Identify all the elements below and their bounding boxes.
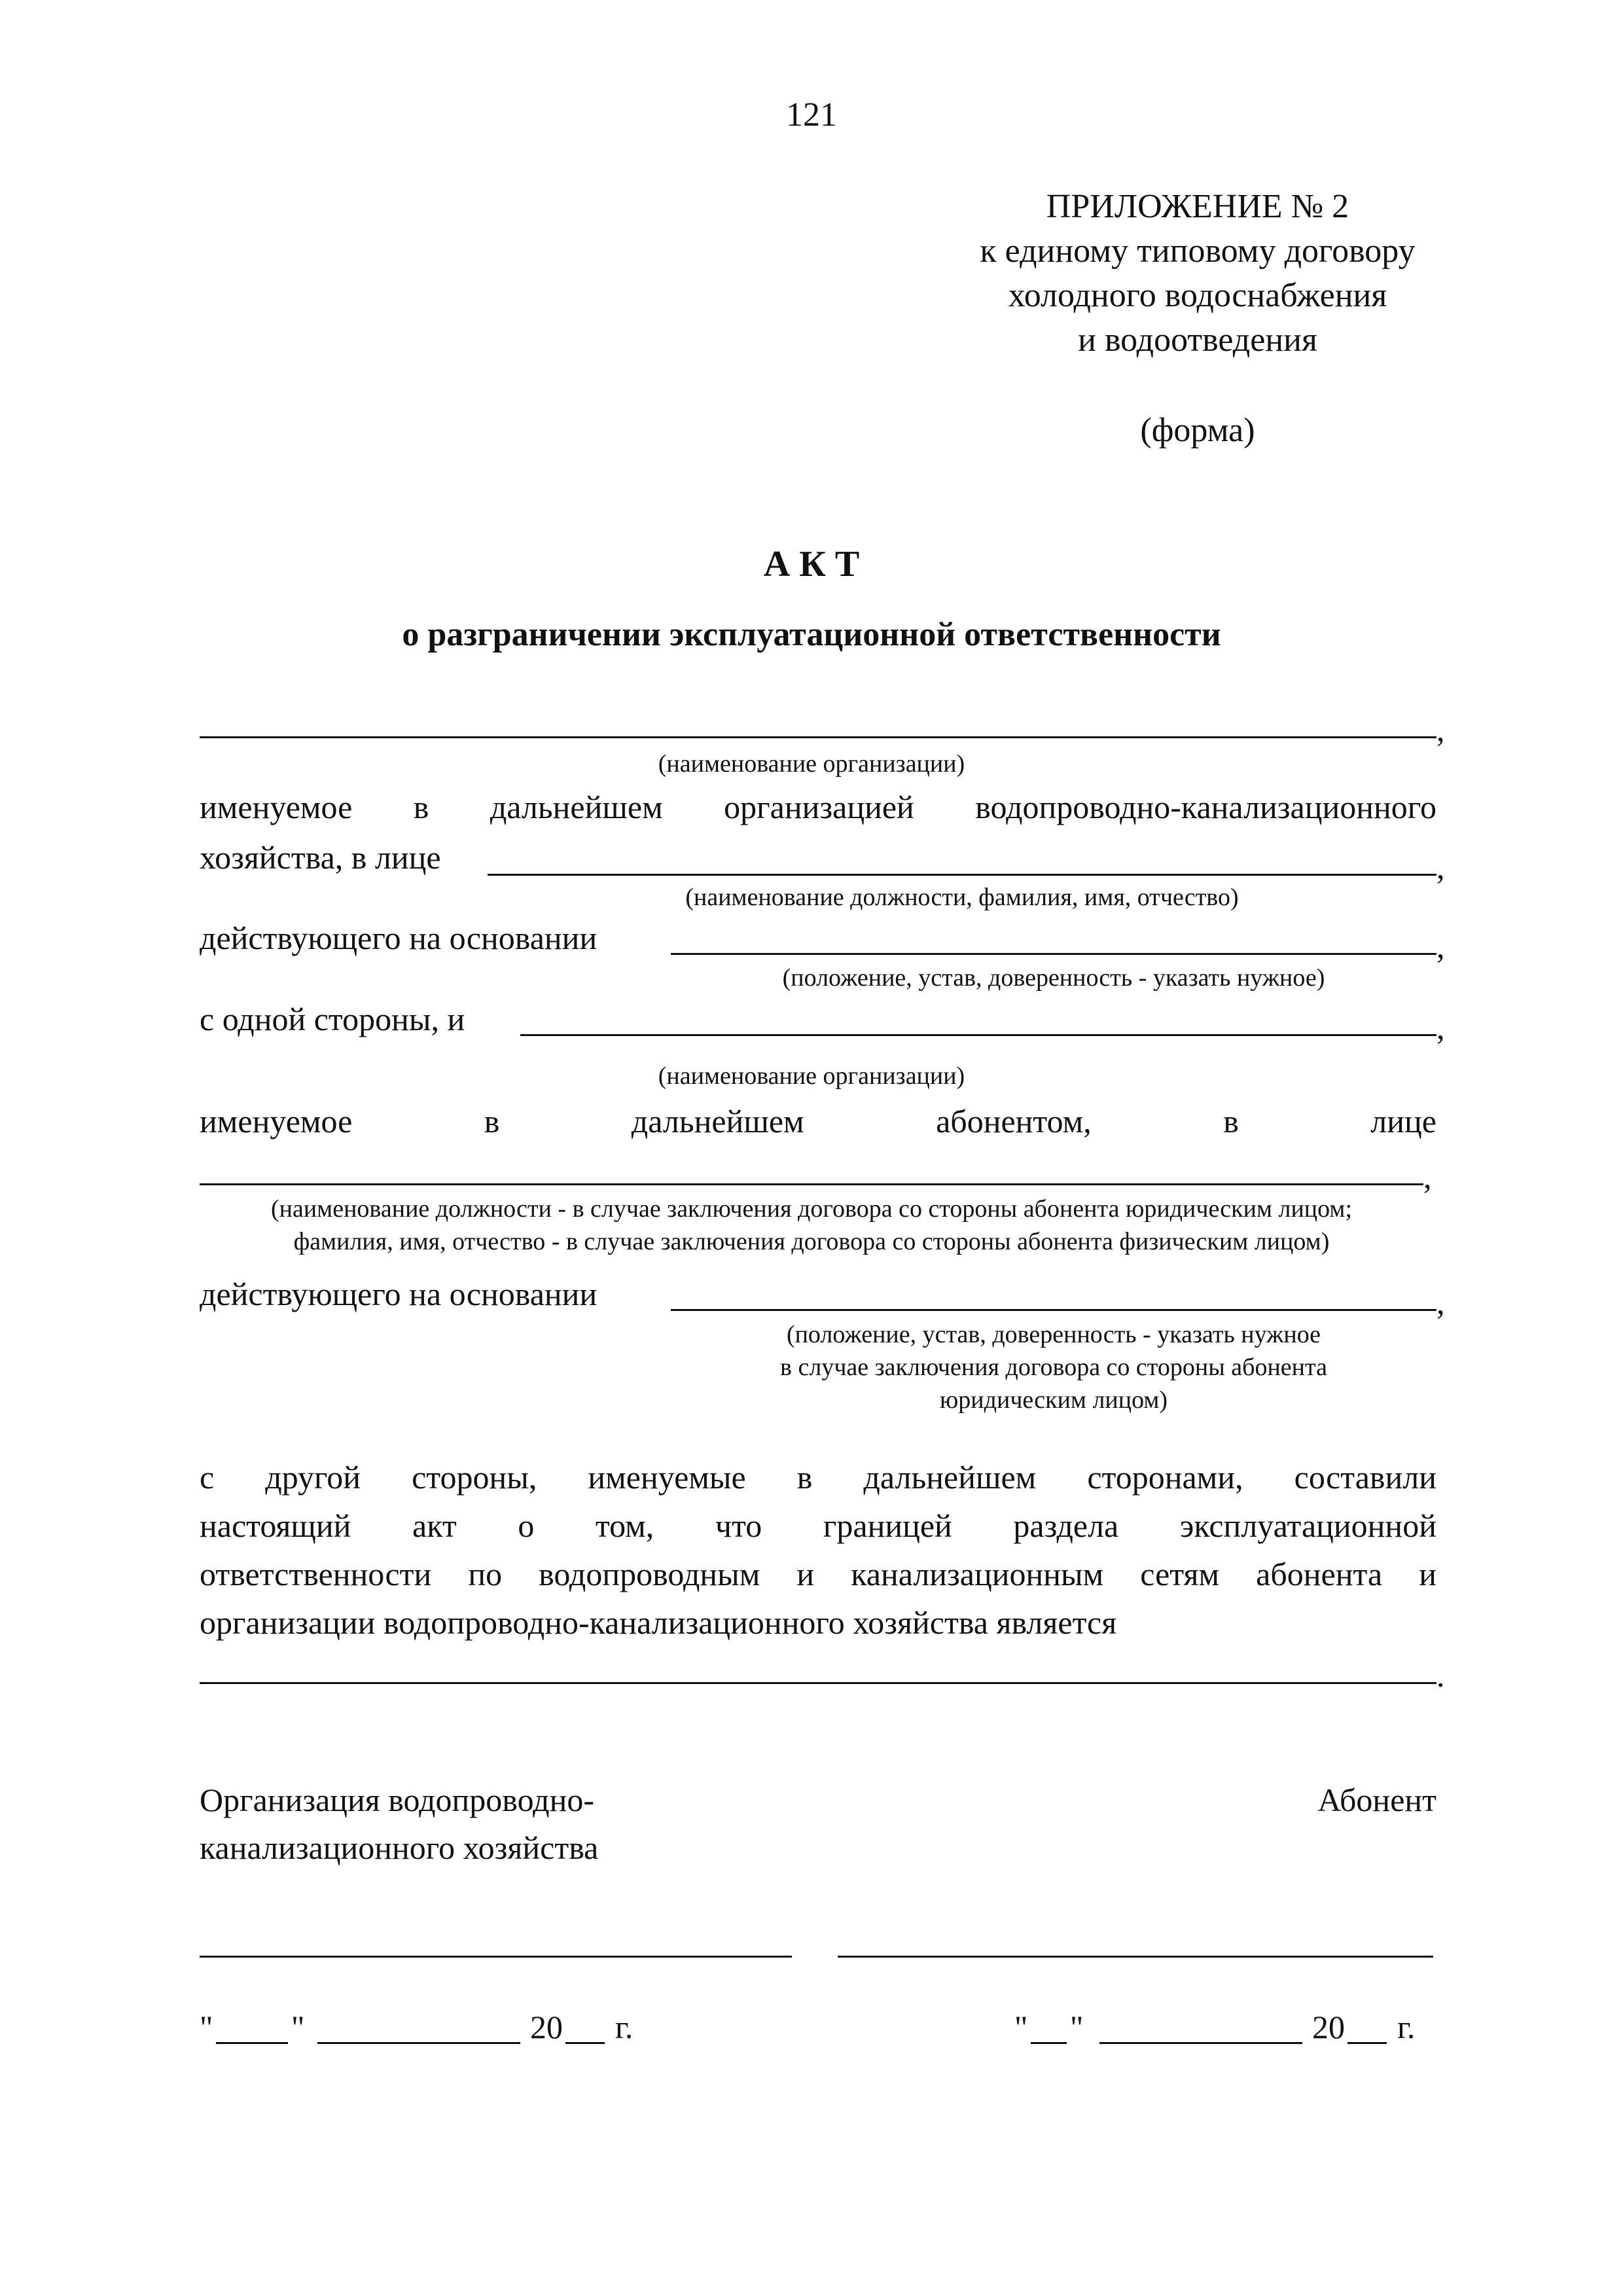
act-title: А К Т <box>763 544 860 584</box>
period: . <box>1436 1657 1445 1694</box>
sig-left-month-line[interactable] <box>317 2042 520 2044</box>
one-side-text: с одной стороны, и <box>200 1001 465 1037</box>
named-org-text: именуемое в дальнейшем организацией водопроводно-канализационного <box>200 789 1436 825</box>
word: границей <box>823 1507 952 1544</box>
org-name-line[interactable] <box>200 736 1436 738</box>
word: и <box>796 1556 815 1592</box>
paragraph-line-2 <box>200 1509 1436 1542</box>
position-hint: (наименование должности, фамилия, имя, отчество) <box>685 884 1239 911</box>
word: канализационным <box>851 1556 1104 1592</box>
comma: , <box>1423 1158 1432 1195</box>
word: акт <box>412 1507 457 1544</box>
paragraph-line-1 <box>200 1461 1436 1494</box>
subscriber-hint-2: фамилия, имя, отчество - в случае заключения договора со стороны абонента физическим лицом) <box>293 1228 1330 1255</box>
sig-right-month-line[interactable] <box>1099 2042 1302 2044</box>
form-label: (форма) <box>1140 412 1255 449</box>
sig-right-year-line[interactable] <box>1347 2042 1387 2044</box>
basis2-line[interactable] <box>671 1309 1436 1311</box>
word: том, <box>595 1507 654 1544</box>
word: абонента <box>1256 1556 1383 1592</box>
appendix-line-2: холодного водоснабжения <box>1008 277 1387 314</box>
quote-open: " <box>200 2009 213 2045</box>
basis-hint: (положение, устав, доверенность - указать нужное) <box>782 964 1325 992</box>
year-prefix: 20 <box>530 2009 563 2045</box>
quote-close: " <box>1070 2009 1084 2045</box>
appendix-line-3: и водоотведения <box>1078 321 1317 359</box>
sig-left-line-2: канализационного хозяйства <box>200 1829 599 1866</box>
word: о <box>518 1507 535 1544</box>
year-suffix: г. <box>1397 2009 1416 2045</box>
appendix-title: ПРИЛОЖЕНИЕ № 2 <box>1046 188 1349 225</box>
word: лице <box>1370 1103 1436 1139</box>
word: с <box>200 1459 215 1496</box>
word: абонентом, <box>936 1103 1092 1139</box>
word: в <box>796 1459 813 1496</box>
year-prefix: 20 <box>1312 2009 1345 2045</box>
appendix-line-1: к единому типовому договору <box>980 232 1416 270</box>
quote-open: " <box>1014 2009 1028 2045</box>
comma: , <box>1436 1009 1445 1046</box>
comma: , <box>1436 711 1445 748</box>
sig-right-signature-line[interactable] <box>838 1956 1433 1958</box>
comma: , <box>1436 928 1445 965</box>
word: именуемые <box>588 1459 746 1496</box>
basis-line[interactable] <box>671 953 1436 955</box>
org2-name-hint: (наименование организации) <box>658 1062 965 1090</box>
word: сетям <box>1140 1556 1220 1592</box>
acting-text: действующего на основании <box>200 920 597 956</box>
acting-text-2: действующего на основании <box>200 1276 597 1312</box>
quote-close: " <box>291 2009 305 2045</box>
org-name-hint: (наименование организации) <box>658 750 965 778</box>
word: в <box>1223 1103 1239 1139</box>
subscriber-row <box>200 1105 1436 1138</box>
page-number: 121 <box>786 96 837 134</box>
sig-right-day-line[interactable] <box>1031 2042 1067 2044</box>
comma: , <box>1436 1284 1445 1321</box>
word: в <box>484 1103 500 1139</box>
word: составили <box>1294 1459 1436 1496</box>
sig-left-line-1: Организация водопроводно- <box>200 1782 594 1818</box>
word: раздела <box>1013 1507 1119 1544</box>
sig-left-signature-line[interactable] <box>200 1956 792 1958</box>
word: эксплуатационной <box>1179 1507 1436 1544</box>
word: стороны, <box>412 1459 537 1496</box>
word: что <box>715 1507 762 1544</box>
word: дальнейшем <box>631 1103 804 1139</box>
basis2-hint-2: в случае заключения договора со стороны абонента <box>780 1354 1327 1381</box>
year-suffix: г. <box>615 2009 633 2045</box>
comma: , <box>1436 849 1445 886</box>
sig-left-year-line[interactable] <box>565 2042 605 2044</box>
word: настоящий <box>200 1507 351 1544</box>
word: по <box>468 1556 503 1592</box>
position-line[interactable] <box>488 874 1436 876</box>
sig-right-label: Абонент <box>1317 1782 1436 1818</box>
subscriber-hint-1: (наименование должности - в случае заключения договора со стороны абонента юридическим лицом; <box>270 1195 1353 1223</box>
boundary-line[interactable] <box>200 1682 1436 1684</box>
word: ответственности <box>200 1556 432 1592</box>
org2-name-line[interactable] <box>520 1034 1436 1036</box>
basis2-hint-3: юридическим лицом) <box>939 1386 1168 1414</box>
subscriber-person-line[interactable] <box>200 1183 1423 1185</box>
in-person-text: хозяйства, в лице <box>200 839 441 876</box>
word: водопроводным <box>539 1556 760 1592</box>
sig-left-day-line[interactable] <box>216 2042 288 2044</box>
paragraph-line-4: организации водопроводно-канализационного хозяйства является <box>200 1604 1117 1641</box>
word: и <box>1419 1556 1436 1592</box>
word: другой <box>265 1459 361 1496</box>
basis2-hint-1: (положение, устав, доверенность - указать нужное <box>786 1321 1321 1348</box>
word: сторонами, <box>1087 1459 1243 1496</box>
word: дальнейшем <box>863 1459 1037 1496</box>
act-subtitle: о разграничении эксплуатационной ответственности <box>402 616 1221 653</box>
paragraph-line-3 <box>200 1558 1436 1590</box>
word: именуемое <box>200 1103 353 1139</box>
